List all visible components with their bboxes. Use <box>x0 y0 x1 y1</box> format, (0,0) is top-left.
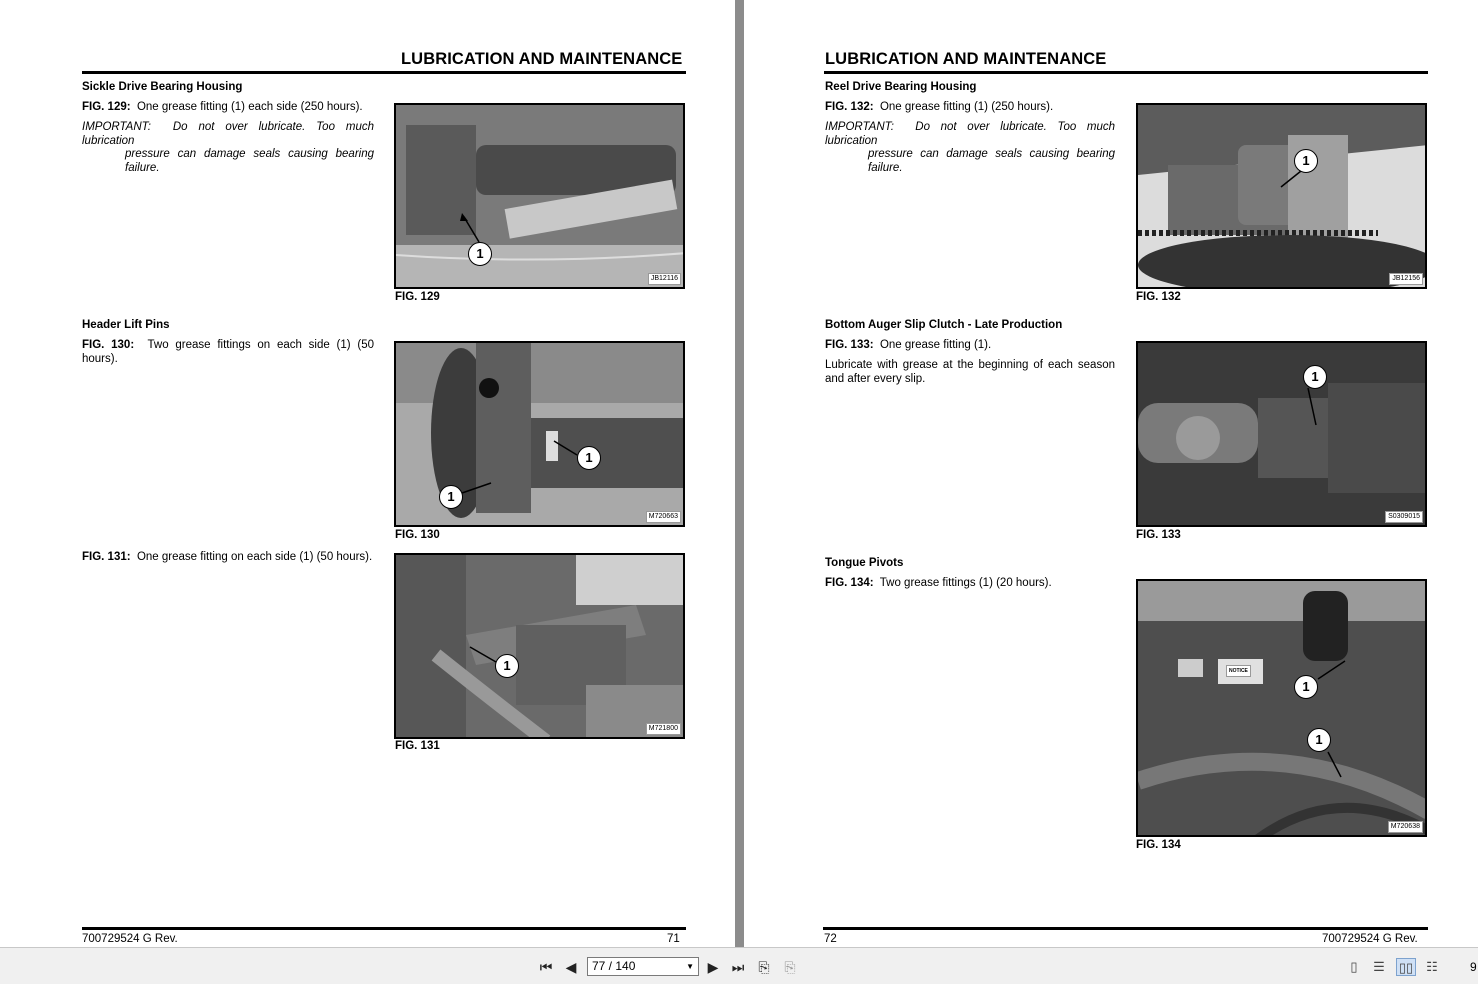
previous-page-button[interactable] <box>562 958 580 976</box>
section-text: FIG. 130: Two grease fittings on each side (1) (50 hours). <box>82 339 375 365</box>
callout-marker: 1 <box>439 485 463 509</box>
figure-132-drawing <box>1138 105 1427 289</box>
callout-marker: 1 <box>1294 675 1318 699</box>
callout-marker: 1 <box>495 654 519 678</box>
section-title: Sickle Drive Bearing Housing <box>82 81 243 93</box>
facing-icon: ▯▯ <box>1398 960 1414 975</box>
notice-sticker: NOTICE <box>1226 665 1251 677</box>
section-text: FIG. 133: One grease fitting (1). <box>825 339 992 351</box>
footer-page-number: 71 <box>667 933 680 945</box>
section-title: Tongue Pivots <box>825 557 904 569</box>
document-page-right <box>744 0 1478 947</box>
callout-marker: 1 <box>468 242 492 266</box>
page-indicator: 77 / 140 <box>592 959 636 973</box>
section-text: FIG. 129: One grease fitting (1) each side (250 hours). <box>82 101 363 113</box>
figure-131-photo <box>394 553 685 739</box>
figure-caption: FIG. 132 <box>1136 291 1181 303</box>
continuous-view-button[interactable] <box>1369 958 1389 976</box>
footer-rule <box>823 927 1428 930</box>
document-page-left <box>0 0 735 947</box>
section-text-secondary: Lubricate with grease at the beginning of each season and after every slip. <box>825 359 1115 385</box>
page-gutter <box>735 0 744 947</box>
section-title: Bottom Auger Slip Clutch - Late Production <box>825 319 1063 331</box>
figure-131-drawing <box>396 555 685 739</box>
callout-marker: 1 <box>1307 728 1331 752</box>
footer-document-number: 700729524 G Rev. <box>82 933 178 945</box>
footer-rule <box>82 927 686 930</box>
important-note: IMPORTANT: Do not over lubricate. Too much lubrication pressure can damage seals causing bearing failure. <box>825 121 1116 174</box>
footer-page-number: 72 <box>824 933 837 945</box>
figure-134-photo <box>1136 579 1427 837</box>
go-back-button[interactable] <box>755 958 773 976</box>
continuous-icon: ☰ <box>1373 959 1385 974</box>
figure-129-photo <box>394 103 685 289</box>
header-rule <box>824 71 1428 74</box>
figure-caption: FIG. 130 <box>395 529 440 541</box>
callout-marker: 1 <box>1303 365 1327 389</box>
figure-129-drawing <box>396 105 685 289</box>
single-page-icon: ▯ <box>1350 959 1358 974</box>
figure-code: M720663 <box>646 511 681 523</box>
last-page-button[interactable] <box>729 958 747 976</box>
figure-caption: FIG. 131 <box>395 740 440 752</box>
figure-134-drawing <box>1138 581 1427 837</box>
next-page-icon: ▶ <box>707 959 719 975</box>
single-page-view-button[interactable] <box>1344 958 1364 976</box>
continuous-facing-icon: ☷ <box>1426 959 1438 974</box>
section-text: FIG. 131: One grease fitting on each side (1) (50 hours). <box>82 551 373 563</box>
first-page-icon: ⏮ <box>539 959 553 975</box>
viewer-toolbar <box>0 947 1478 984</box>
zoom-value[interactable]: 9 <box>1470 960 1477 974</box>
page-number-select[interactable] <box>587 957 699 976</box>
first-page-button[interactable] <box>537 958 555 976</box>
figure-code: M720638 <box>1388 821 1423 833</box>
go-forward-icon: ⎘ <box>784 959 796 975</box>
footer-document-number: 700729524 G Rev. <box>1322 933 1418 945</box>
figure-132-photo <box>1136 103 1427 289</box>
facing-view-button[interactable] <box>1396 958 1416 976</box>
section-text: FIG. 132: One grease fitting (1) (250 hours). <box>825 101 1054 113</box>
figure-caption: FIG. 134 <box>1136 839 1181 851</box>
figure-code: M721800 <box>646 723 681 735</box>
section-title: Header Lift Pins <box>82 319 170 331</box>
next-page-button[interactable] <box>704 958 722 976</box>
go-forward-button[interactable] <box>781 958 799 976</box>
figure-code: S0309015 <box>1385 511 1423 523</box>
figure-code: JB12116 <box>648 273 681 285</box>
important-note: IMPORTANT: Do not over lubricate. Too much lubrication pressure can damage seals causing bearing failure. <box>82 121 374 174</box>
figure-130-photo <box>394 341 685 527</box>
figure-caption: FIG. 129 <box>395 291 440 303</box>
go-back-icon: ⎘ <box>758 959 770 975</box>
section-text: FIG. 134: Two grease fittings (1) (20 hours). <box>825 577 1052 589</box>
callout-marker: 1 <box>1294 149 1318 173</box>
continuous-facing-view-button[interactable] <box>1422 958 1442 976</box>
figure-133-drawing <box>1138 343 1427 527</box>
figure-code: JB12156 <box>1389 273 1423 285</box>
page-header-title: LUBRICATION AND MAINTENANCE <box>825 50 1107 68</box>
callout-marker: 1 <box>577 446 601 470</box>
figure-caption: FIG. 133 <box>1136 529 1181 541</box>
page-header-title: LUBRICATION AND MAINTENANCE <box>401 50 683 68</box>
previous-page-icon: ◀ <box>565 959 577 975</box>
chevron-down-icon: ▼ <box>686 962 694 971</box>
last-page-icon: ⏭ <box>731 959 745 975</box>
section-title: Reel Drive Bearing Housing <box>825 81 977 93</box>
figure-133-photo <box>1136 341 1427 527</box>
header-rule <box>82 71 686 74</box>
